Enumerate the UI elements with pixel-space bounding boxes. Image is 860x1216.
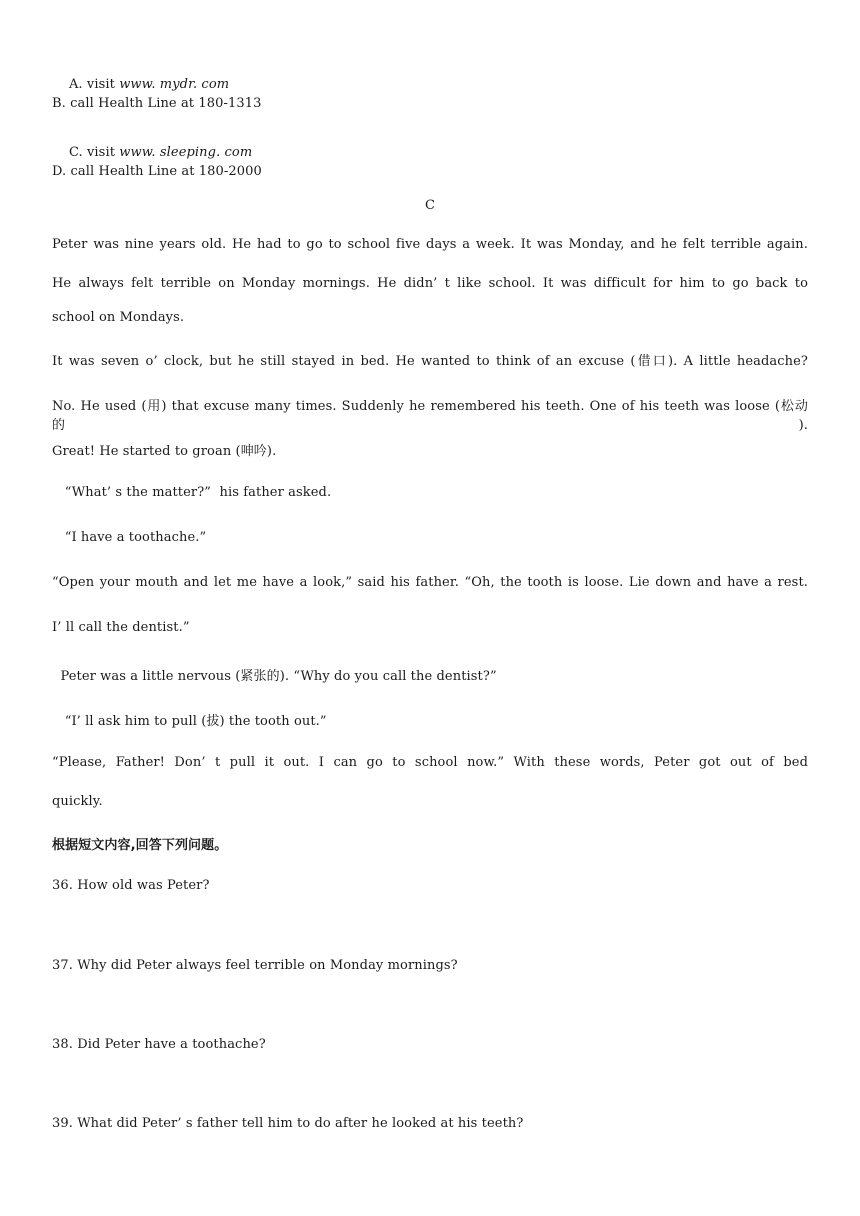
question-37: 37. Why did Peter always feel terrible on Monday mornings?: [52, 958, 458, 973]
passage-line: No. He used (用) that excuse many times. Suddenly he remembered his teeth. One of his teeth was loose (松动的).: [52, 399, 808, 433]
option-a: A. visit www. mydr. com: [68, 77, 230, 92]
passage-line: “What’ s the matter?” his father asked.: [52, 485, 332, 500]
passage-line: Peter was a little nervous (紧张的). “Why do you call the dentist?”: [52, 669, 497, 684]
passage-line: I’ ll call the dentist.”: [52, 620, 190, 635]
passage-line: Great! He started to groan (呻吟).: [52, 444, 277, 459]
instruction: 根据短文内容,回答下列问题。: [52, 838, 228, 853]
passage-line: “I have a toothache.”: [52, 530, 207, 545]
passage-line: school on Mondays.: [52, 310, 185, 325]
passage-line: “Open your mouth and let me have a look,” said his father. “Oh, the tooth is loose. Lie down and have a rest.: [52, 575, 808, 590]
option-a-website: www. mydr. com: [119, 77, 230, 92]
passage-line: quickly.: [52, 794, 103, 809]
passage-line: “I’ ll ask him to pull (拔) the tooth out.”: [52, 714, 327, 729]
passage-line: Peter was nine years old. He had to go to school five days a week. It was Monday, and he felt terrible again.: [52, 237, 808, 252]
passage-line: “Please, Father! Don’ t pull it out. I can go to school now.” With these words, Peter got out of bed: [52, 755, 808, 770]
option-c-website: www. sleeping. com: [119, 145, 253, 160]
question-38: 38. Did Peter have a toothache?: [52, 1037, 266, 1052]
question-36: 36. How old was Peter?: [52, 878, 210, 893]
option-d: D. call Health Line at 180-2000: [52, 164, 262, 179]
passage-label: C: [424, 198, 436, 213]
passage-line: It was seven o’ clock, but he still stayed in bed. He wanted to think of an excuse (借口). A little headache?: [52, 354, 808, 369]
question-39: 39. What did Peter’ s father tell him to do after he looked at his teeth?: [52, 1116, 524, 1131]
option-b: B. call Health Line at 180-1313: [52, 96, 262, 111]
passage-line: He always felt terrible on Monday mornings. He didn’ t like school. It was difficult for him to go back to: [52, 276, 808, 291]
option-c: C. visit www. sleeping. com: [68, 145, 253, 160]
